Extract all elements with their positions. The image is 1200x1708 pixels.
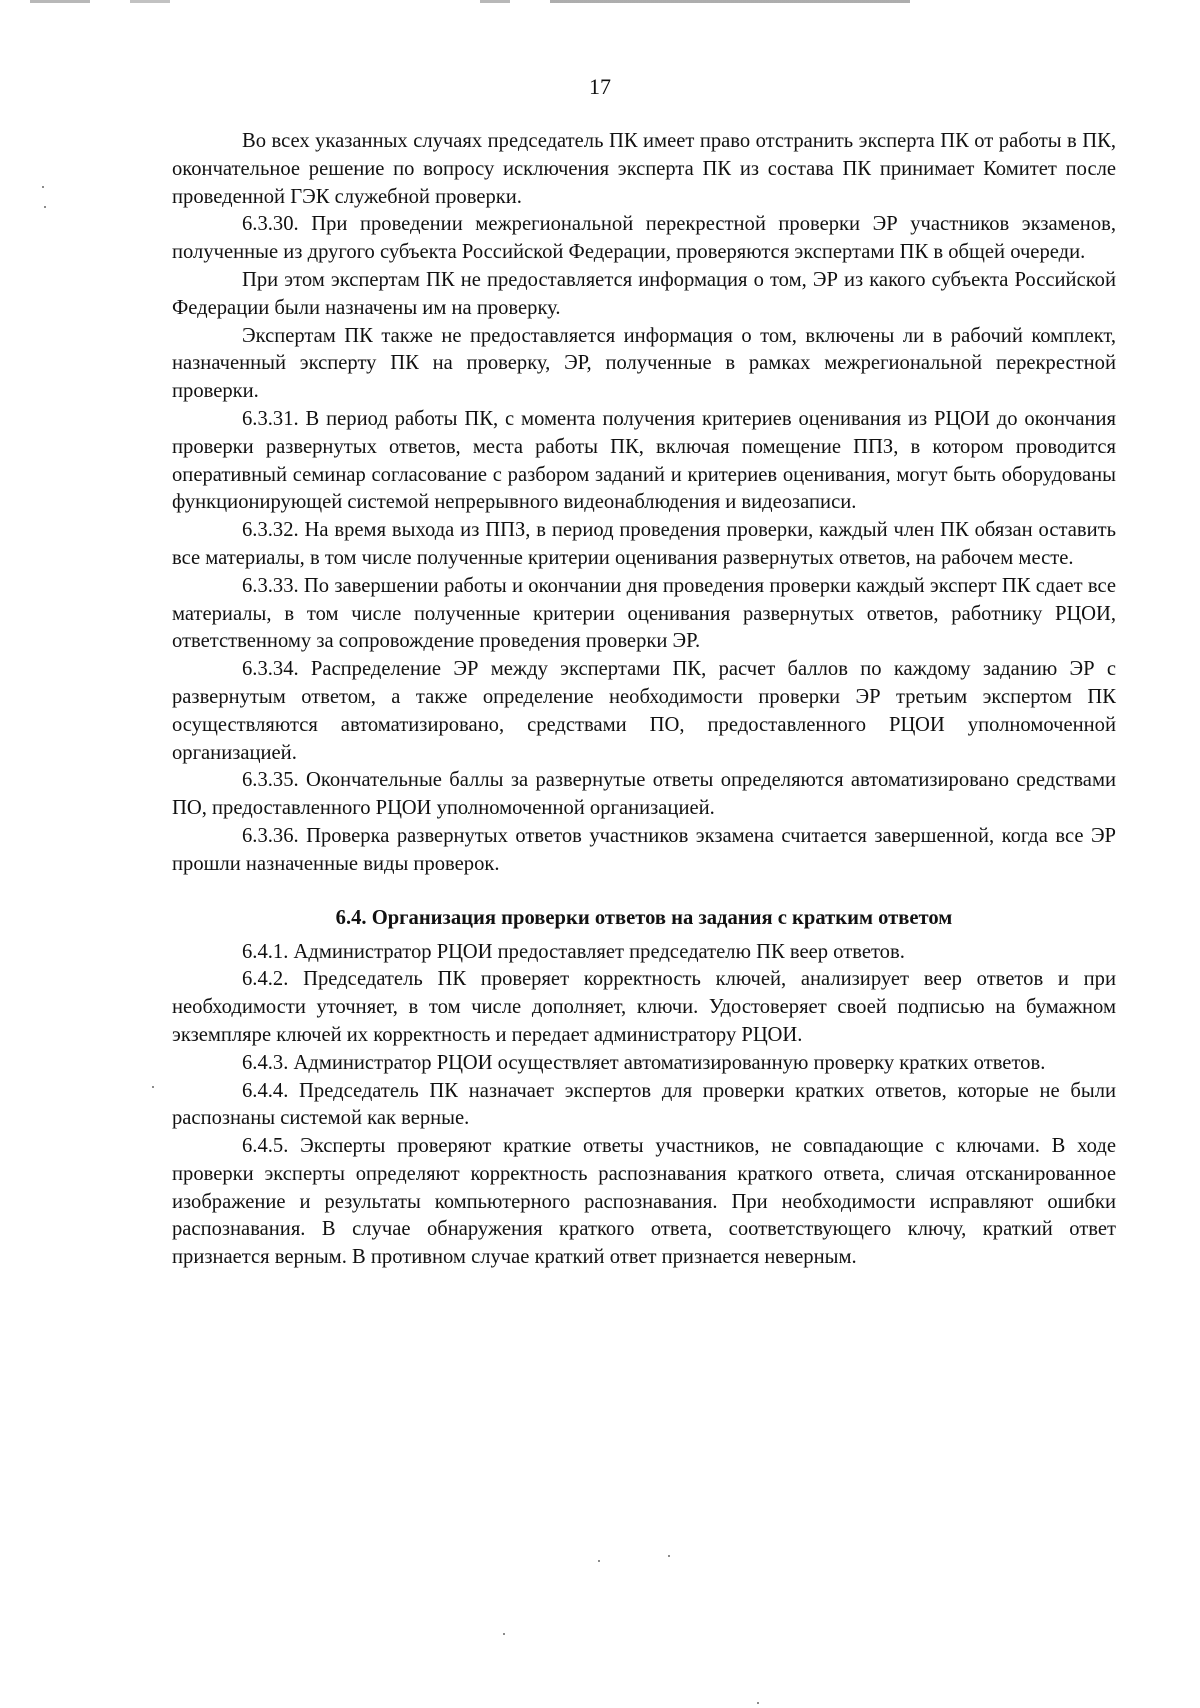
paragraph-6-4-4: 6.4.4. Председатель ПК назначает экспертов для проверки кратких ответов, которые не были распознаны системой как верные. [172, 1079, 1116, 1130]
paragraph-6-3-30: 6.3.30. При проведении межрегиональной перекрестной проверки ЭР участников экзаменов, полученные из другого субъекта Российской Федерации, проверяются экспертами ПК в общей очереди. [172, 213, 1116, 264]
paragraph-6-4-2: 6.4.2. Председатель ПК проверяет корректность ключей, анализирует веер ответов и при необходимости уточняет, в том числе дополняет, ключи. Удостоверяет своей подписью на бумажном экземпляре ключей их корректность и передает администратору РЦОИ. [172, 968, 1116, 1046]
scan-speck [757, 1702, 759, 1704]
scan-speck [44, 206, 46, 208]
paragraph-6-3-34: 6.3.34. Распределение ЭР между экспертами ПК, расчет баллов по каждому заданию ЭР с развернутым ответом, а также определение необходимости проверки ЭР третьим экспертом ПК осуществляются автоматизировано, средствами ПО, предоставленного РЦОИ уполномоченной организацией. [172, 658, 1116, 764]
scan-speck [42, 186, 44, 188]
scan-edge-artifact [30, 0, 1030, 3]
paragraph-6-4-3: 6.4.3. Администратор РЦОИ осуществляет автоматизированную проверку кратких ответов. [242, 1051, 1046, 1074]
paragraph: При этом экспертам ПК не предоставляется информация о том, ЭР из какого субъекта Российской Федерации были назначены им на проверку. [172, 268, 1116, 319]
paragraph-6-3-35: 6.3.35. Окончательные баллы за развернутые ответы определяются автоматизировано средствами ПО, предоставленного РЦОИ уполномоченной организацией. [172, 769, 1116, 820]
scan-speck [598, 1560, 600, 1562]
scan-speck [668, 1555, 670, 1557]
page-number: 17 [589, 74, 611, 99]
paragraph-6-4-5: 6.4.5. Эксперты проверяют краткие ответы участников, не совпадающие с ключами. В ходе проверки эксперты определяют корректность распознавания краткого ответа, сличая отсканированное изображение и результаты компьютерного распознавания. При необходимости исправляют ошибки распознавания. В случае обнаружения краткого ответа, соответствующего ключу, краткий ответ признается верным. В противном случае краткий ответ признается неверным. [172, 1135, 1116, 1269]
paragraph-6-3-36: 6.3.36. Проверка развернутых ответов участников экзамена считается завершенной, когда все ЭР прошли назначенные виды проверок. [172, 824, 1116, 875]
scan-speck [503, 1633, 505, 1635]
paragraph: Во всех указанных случаях председатель ПК имеет право отстранить эксперта ПК от работы в ПК, окончательное решение по вопросу исключения эксперта ПК из состава ПК принимает Комитет после проведенной ГЭК служебной проверки. [172, 130, 1116, 208]
paragraph-6-3-32: 6.3.32. На время выхода из ППЗ, в период проведения проверки, каждый член ПК обязан оставить все материалы, в том числе полученные критерии оценивания развернутых ответов, на рабочем месте. [172, 519, 1116, 569]
paragraph-6-4-1: 6.4.1. Администратор РЦОИ предоставляет председателю ПК веер ответов. [242, 940, 905, 963]
paragraph: Экспертам ПК также не предоставляется информация о том, включены ли в рабочий комплект, назначенный эксперту ПК на проверку, ЭР, полученные в рамках межрегиональной перекрестной проверки. [172, 324, 1116, 403]
paragraph-6-3-33: 6.3.33. По завершении работы и окончании дня проведения проверки каждый эксперт ПК сдает все материалы, в том числе полученные критерии оценивания развернутых ответов, работнику РЦОИ, ответственному за сопровождение проведения проверки ЭР. [172, 574, 1116, 653]
scan-speck [152, 1086, 154, 1088]
section-heading: 6.4. Организация проверки ответов на задания с кратким ответом [335, 906, 953, 929]
document-body [172, 128, 1116, 1272]
paragraph-6-3-31: 6.3.31. В период работы ПК, с момента получения критериев оценивания из РЦОИ до окончания проверки развернутых ответов, места работы ПК, включая помещение ППЗ, в котором проводится оперативный семинар согласование с разбором заданий и критериев оценивания, могут быть оборудованы функционирующей системой непрерывного видеонаблюдения и видеозаписи. [172, 407, 1116, 514]
